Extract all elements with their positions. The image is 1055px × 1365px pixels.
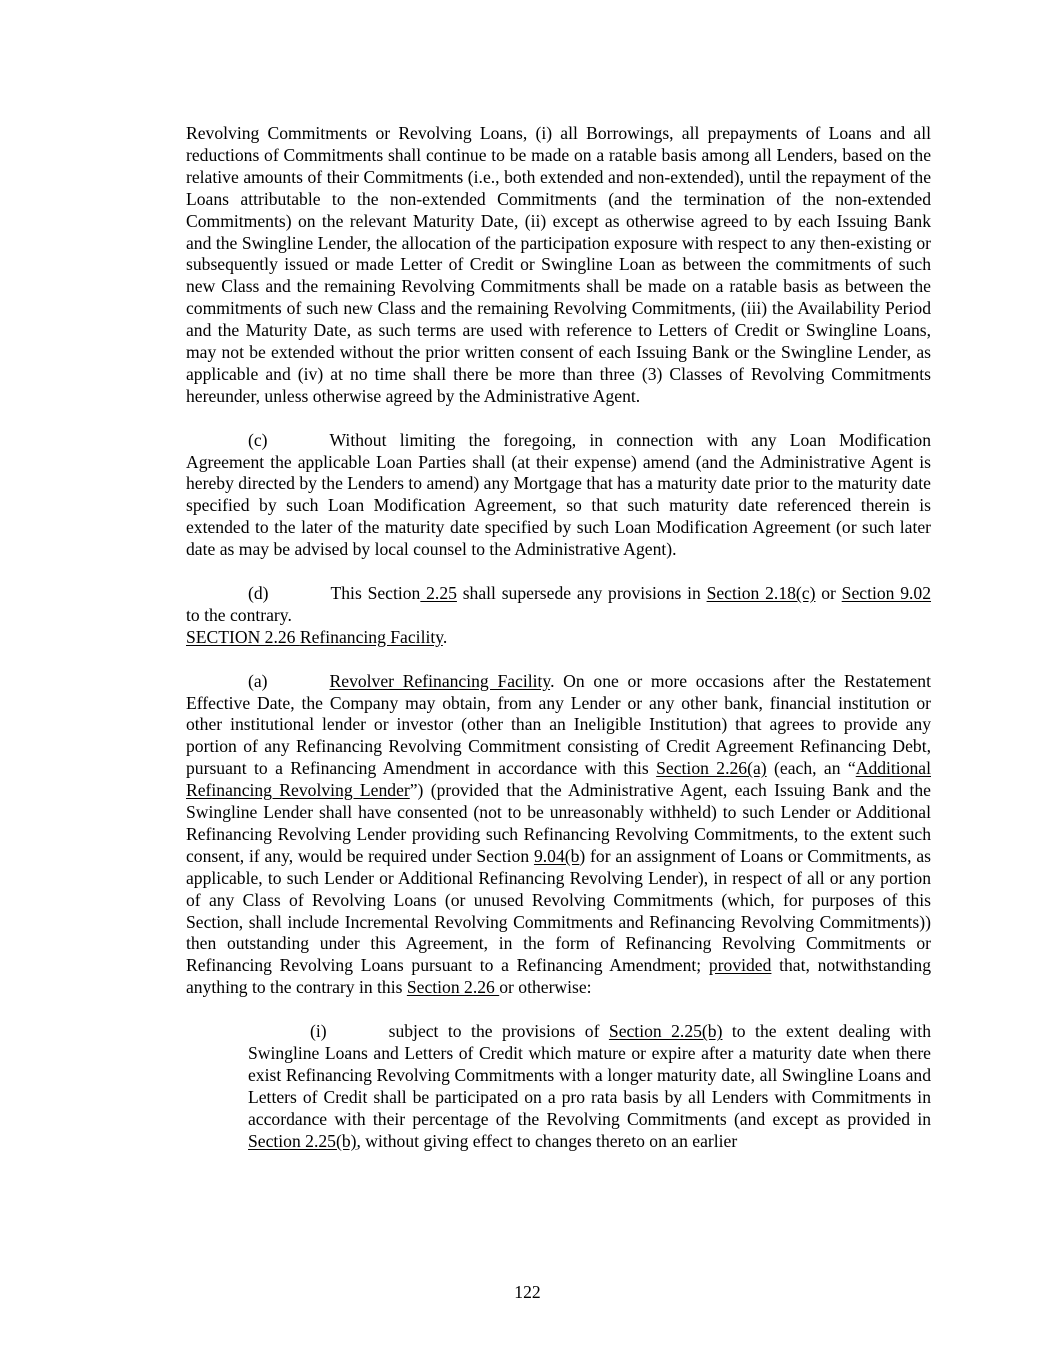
page-number: 122 bbox=[514, 1282, 541, 1302]
section-reference: Section 2.18(c) bbox=[706, 583, 816, 603]
paragraph-d-label: (d) bbox=[248, 583, 269, 603]
section-reference: Section 2.25(b) bbox=[608, 1021, 723, 1042]
paragraph-a-title: Revolver Refinancing Facility bbox=[329, 670, 551, 691]
paragraph-a-label: (a) bbox=[248, 670, 268, 691]
paragraph-i-label: (i) bbox=[310, 1021, 327, 1042]
paragraph-continued: Revolving Commitments or Revolving Loans, (i) all Borrowings, all prepayments of Loans and all reductions of Commitments shall continue to be made on a ratable basis among all Lenders, based on the relative amounts of their Commitments (i.e., both extended and non-extended), until the repayment of the Loans attributable to the non-extended Commitments (and the termination of the non-extended Commitments) on the relevant Maturity Date, (ii) except as otherwise agreed to by each Issuing Bank and the Swingline Lender, the allocation of the participation exposure with respect to any then-existing or subsequently issued or made Letter of Credit or Swingline Loan as between the commitments of such new Class and the remaining Revolving Commitments shall be made on a ratable basis as between the commitments of such new Class and the remaining Revolving Commitments, (iii) the Availability Period and the Maturity Date, as such terms are used with reference to Letters of Credit or Swingline Loans, may not be extended without the prior written consent of each Issuing Bank or the Swingline Lender, as applicable and (iv) at no time shall there be more than three (3) Classes of Revolving Commitments hereunder, unless otherwise agreed by the Administrative Agent. bbox=[186, 123, 931, 406]
section-reference: 9.04(b bbox=[533, 845, 580, 866]
section-reference: 2.25 bbox=[420, 583, 457, 603]
defined-term: Additional Refinancing Revolving Lender bbox=[186, 758, 931, 801]
section-heading-number: SECTION 2.26 Refinancing Facility bbox=[186, 626, 443, 647]
paragraph-i: (i) subject to the provisions of Section 2.25(b) to the extent dealing with Swingline Loans and Letters of Credit which mature or expire after a maturity date when there exist Refinancing Revolving Commitments with a longer maturity date, all Swingline Loans and Letters of Credit shall be participated on a pro rata basis by all Lenders with Commitments in accordance with their percentage of the Revolving Commitments (and except as provided in Section 2.25(b), without giving effect to changes thereto on an earlier bbox=[248, 1021, 931, 1151]
subparagraph-block bbox=[248, 1021, 931, 1152]
paragraph-c-text: Without limiting the foregoing, in connection with any Loan Modification Agreement the applicable Loan Parties shall (at their expense) amend (and the Administrative Agent is hereby directed by the Lenders to amend) any Mortgage that has a maturity date prior to the maturity date specified by such Loan Modification Agreement, so that such maturity date referenced therein is extended to the later of the maturity date specified by such Loan Modification Agreement (or such later date as may be advised by local counsel to the Administrative Agent). bbox=[186, 429, 931, 560]
document-body bbox=[186, 123, 931, 1153]
section-reference: Section 9.02 bbox=[841, 583, 932, 603]
section-reference: Section 2.26(a) bbox=[656, 758, 767, 779]
paragraph-c-label: (c) bbox=[248, 429, 268, 450]
paragraph-c bbox=[186, 430, 931, 561]
paragraph-a: (a) Revolver Refinancing Facility. On one or more occasions after the Restatement Effective Date, the Company may obtain, from any Lender or any other bank, financial institution or other institutional lender or investor (other than an Ineligible Institution) that agrees to provide any portion of any Refinancing Revolving Commitment consisting of Credit Agreement Refinancing Debt, pursuant to a Refinancing Amendment in accordance with this Section 2.26(a) (each, an “Additional Refinancing Revolving Lender”) (provided that the Administrative Agent, each Issuing Bank and the Swingline Lender shall have consented (not to be unreasonably withheld) to such Lender or Additional Refinancing Revolving Lender providing such Refinancing Revolving Commitments, to the extent such consent, if any, would be required under Section 9.04(b) for an assignment of Loans or Commitments, as applicable, to such Lender or Additional Refinancing Revolving Lender), in respect of all or any portion of any Class of Revolving Loans (or unused Revolving Commitments (which, for purposes of this Section, shall include Incremental Revolving Commitments and Refinancing Revolving Commitments)) then outstanding under this Agreement, in the form of Refinancing Revolving Commitments or Refinancing Revolving Loans pursuant to a Refinancing Amendment; provided that, notwithstanding anything to the contrary in this Section 2.26 or otherwise: bbox=[186, 670, 931, 998]
provided-term: provided bbox=[708, 955, 772, 976]
section-heading-title: Refinancing Facility bbox=[299, 626, 443, 647]
section-reference: Section 2.25(b) bbox=[248, 1130, 357, 1151]
paragraph-d: (d) This Section 2.25 shall supersede any provisions in Section 2.18(c) or Section 9.02 to the contrary. bbox=[186, 583, 932, 625]
section-heading: SECTION 2.26 Refinancing Facility. bbox=[186, 626, 448, 647]
section-reference: Section 2.26 bbox=[406, 977, 500, 998]
